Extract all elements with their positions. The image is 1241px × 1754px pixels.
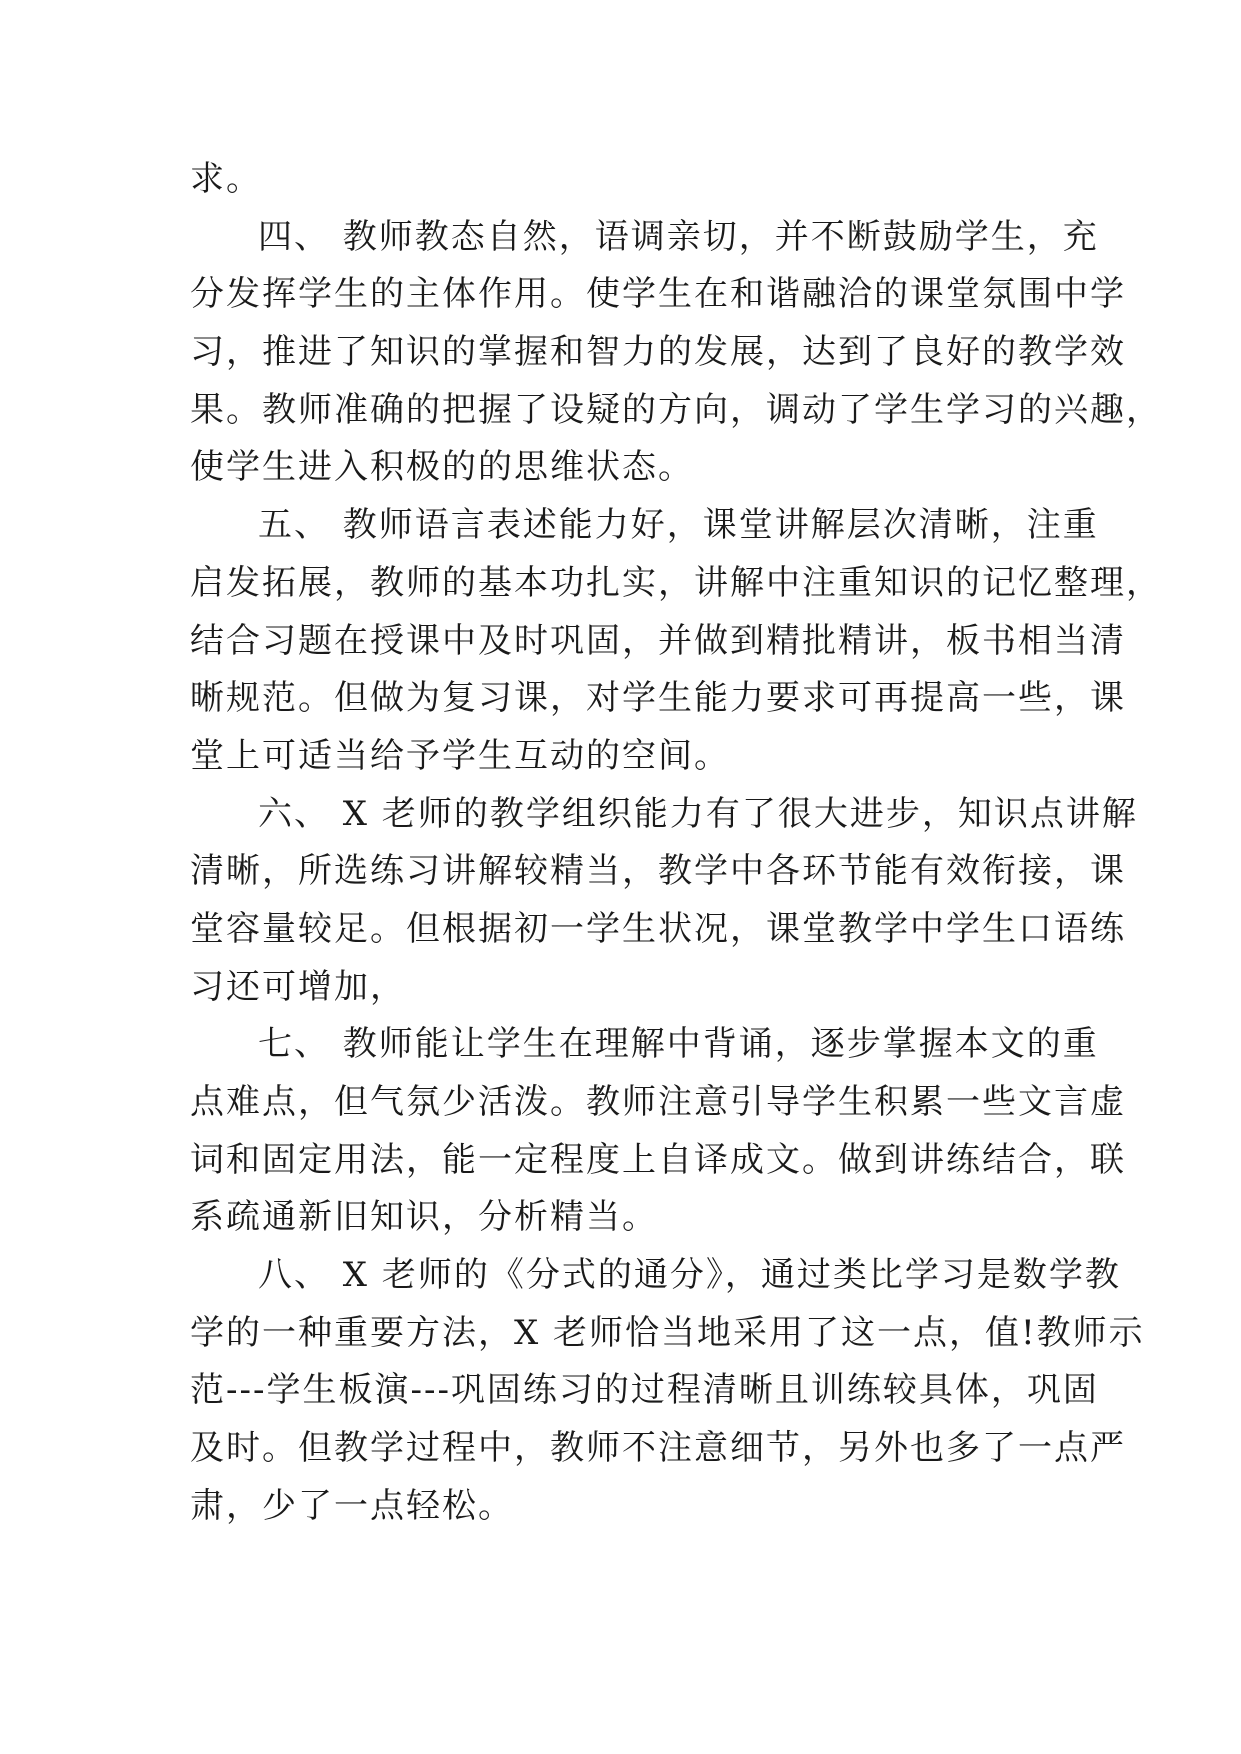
- text-line: 及时。但教学过程中，教师不注意细节，另外也多了一点严: [190, 1428, 1126, 1469]
- text-line: 求。: [190, 159, 262, 199]
- text-line: 学的一种重要方法，X 老师恰当地采用了这一点，值!教师示: [190, 1312, 1145, 1353]
- text-line: 点难点，但气氛少活泼。教师注意引导学生积累一些文言虚: [190, 1082, 1126, 1122]
- text-line: 晰规范。但做为复习课，对学生能力要求可再提高一些，课: [190, 678, 1126, 719]
- text-line: 习，推进了知识的掌握和智力的发展，达到了良好的教学效: [190, 332, 1126, 373]
- text-line: 堂容量较足。但根据初一学生状况，课堂教学中学生口语练: [190, 908, 1126, 949]
- text-line: 启发拓展，教师的基本功扎实，讲解中注重知识的记忆整理，: [190, 562, 1162, 603]
- text-line: 结合习题在授课中及时巩固，并做到精批精讲，板书相当清: [190, 620, 1126, 661]
- text-line: 果。教师准确的把握了设疑的方向，调动了学生学习的兴趣，: [190, 389, 1162, 430]
- text-line: 肃，少了一点轻松。: [190, 1485, 514, 1526]
- paragraph-four-start: 四、 教师教态自然，语调亲切，并不断鼓励学生，充: [258, 216, 1099, 257]
- text-line: 范---学生板演---巩固练习的过程清晰且训练较具体，巩固: [190, 1370, 1099, 1411]
- text-line: 习还可增加，: [190, 966, 406, 1007]
- text-line: 系疏通新旧知识，分析精当。: [190, 1197, 658, 1238]
- text-line: 分发挥学生的主体作用。使学生在和谐融洽的课堂氛围中学: [190, 274, 1126, 315]
- paragraph-six-start: 六、 X 老师的教学组织能力有了很大进步，知识点讲解: [258, 793, 1138, 834]
- text-line: 词和固定用法，能一定程度上自译成文。做到讲练结合，联: [190, 1139, 1126, 1180]
- document-body: [190, 151, 1162, 1536]
- paragraph-eight-start: 八、 X 老师的《分式的通分》，通过类比学习是数学教: [258, 1255, 1121, 1296]
- paragraph-seven-start: 七、 教师能让学生在理解中背诵，逐步掌握本文的重: [258, 1024, 1099, 1065]
- paragraph-five-start: 五、 教师语言表述能力好，课堂讲解层次清晰，注重: [258, 505, 1099, 546]
- text-line: 堂上可适当给予学生互动的空间。: [190, 735, 730, 776]
- text-line: 清晰，所选练习讲解较精当，教学中各环节能有效衔接，课: [190, 851, 1126, 892]
- text-line: 使学生进入积极的的思维状态。: [190, 447, 694, 488]
